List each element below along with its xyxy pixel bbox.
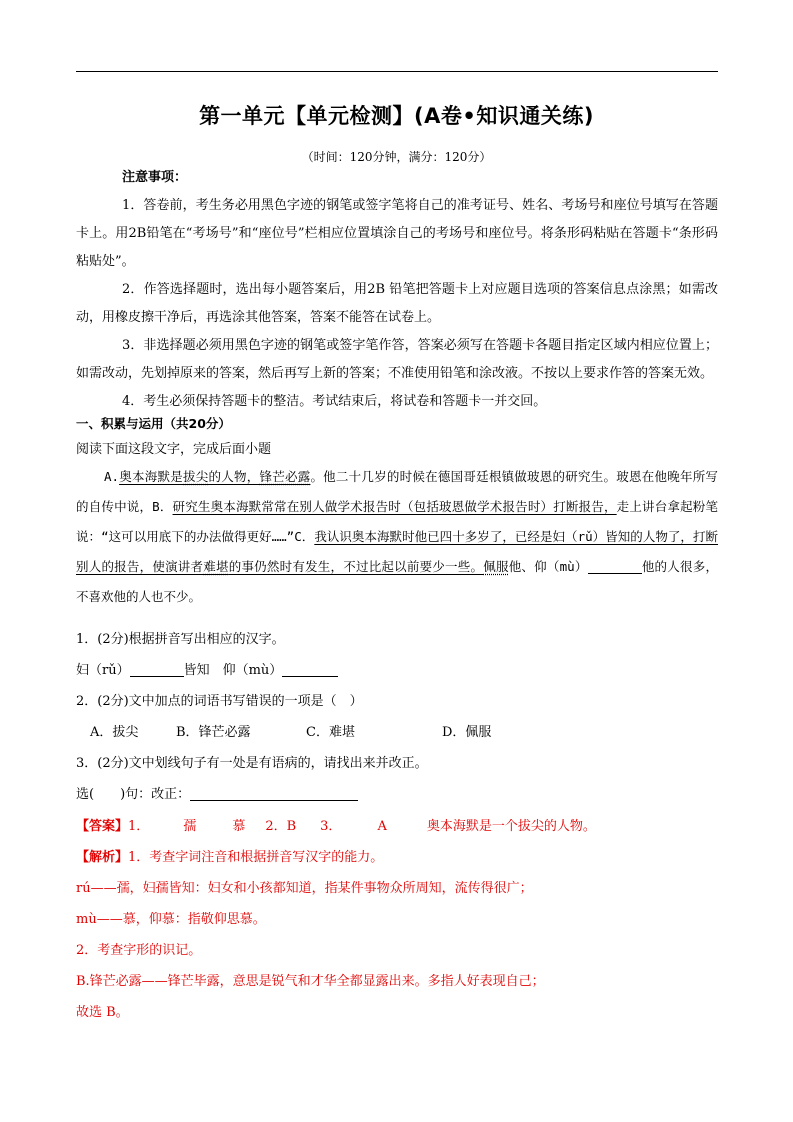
analysis-text: 1．考查字词注音和根据拼音写汉字的能力。 xyxy=(128,850,384,865)
analysis-line-6: 故选 B。 xyxy=(76,1005,129,1020)
answer-text: 2．B xyxy=(265,819,297,834)
analysis-line-2: rú——孺，妇孺皆知：妇女和小孩都知道，指某件事物众所周知，流传得很广； xyxy=(76,881,533,896)
choice-d[interactable]: D．佩服 xyxy=(442,725,492,740)
dotted-word-3: 难堪 xyxy=(203,559,229,574)
passage-label-c: C． xyxy=(294,529,315,544)
passage-sentence-b: 研究生奥本海默常常在别人做学术报告时（包括玻恩做学术报告时）打断报告， xyxy=(172,499,617,514)
note-item-4: 4．考生必须保持答题卡的整洁。考试结束后，将试卷和答题卡一并交回。 xyxy=(122,394,547,409)
passage-sentence-a xyxy=(119,469,310,484)
q3-label: 选( )句：改正： xyxy=(76,787,191,802)
note-item-1: 1．答卷前，考生务必用黑色字迹的钢笔或签字笔将自己的准考证号、姓名、考场号和座位号填写在答题卡上。用2B铅笔在“考场号”和“座位号”栏相应位置填涂自己的考场号和座位号。将条形码粘贴在答题卡“条形码粘贴处”。 xyxy=(76,198,718,269)
question-2: 2．(2分)文中加点的词语书写错误的一项是（ ） xyxy=(76,694,363,709)
exam-time-info: （时间：120分钟，满分：120分） xyxy=(301,150,492,164)
dotted-word-2: 锋芒必露 xyxy=(259,469,311,484)
question-3: 3．(2分)文中划线句子有一处是有语病的，请找出来并改正。 xyxy=(76,756,428,771)
answer-text: 孺 xyxy=(183,819,197,834)
section-intro: 阅读下面这段文字，完成后面小题 xyxy=(76,442,272,457)
question-3-answer-line xyxy=(76,779,718,810)
passage-text: 。他二十几岁的时候在德国哥廷根镇做玻恩的研究生。玻恩在他晚年所写的自传中说， xyxy=(76,469,718,514)
analysis-line-3: mù——慕，仰慕：指敬仰思慕。 xyxy=(76,912,266,927)
page-title: 第一单元【单元检测】(A卷•知识通关练) xyxy=(199,104,594,128)
passage-text: 走上讲台拿起粉笔说：“这可以用底下的办法做得更好……” xyxy=(76,499,718,544)
analysis-tag: 【解析】 xyxy=(76,850,129,865)
note-item-3: 3．非选择题必须用黑色字迹的钢笔或签字笔作答，答案必须写在答题卡各题目指定区域内相应位置上；如需改动，先划掉原来的答案，然后再写上新的答案；不准使用铅笔和涂改液。不按以上要求作答的答案无效。 xyxy=(76,338,718,381)
passage-label-b: B． xyxy=(152,499,173,514)
question-1-blanks xyxy=(76,655,718,686)
passage-text: 奥本海默是 xyxy=(119,469,184,484)
answer-text: 3． xyxy=(320,819,342,834)
answer-blank-mu-2[interactable] xyxy=(282,660,338,677)
answer-text: 慕 xyxy=(232,819,246,834)
answer-blank-ru[interactable] xyxy=(130,660,184,677)
note-item-2: 2．作答选择题时，选出每小题答案后，用2B 铅笔把答题卡上对应题目选项的答案信息点涂黑；如需改动，用橡皮擦干净后，再选涂其他答案，答案不能答在试卷上。 xyxy=(76,282,718,325)
passage-text: 他、仰（mù） xyxy=(508,559,588,574)
passage-text: 他的人很多，不喜欢他的人也不少。 xyxy=(76,559,718,604)
answer-text: 奥本海默是一个拔尖的人物。 xyxy=(426,819,596,834)
answer-text: A xyxy=(377,819,387,834)
dotted-word-1: 拔尖 xyxy=(183,469,209,484)
header-rule xyxy=(76,71,718,72)
q1-label-ru: 妇（rǔ） xyxy=(76,663,130,678)
passage-text: 的人物， xyxy=(208,469,260,484)
analysis-line-4: 2．考查字形的识记。 xyxy=(76,943,202,958)
analysis-line-1 xyxy=(76,842,718,873)
analysis-line-5: B.锋芒必露——锋芒毕露，意思是锐气和才华全都显露出来。多指人好表现自己； xyxy=(76,974,545,989)
answer-text: 1． xyxy=(128,819,150,834)
answer-blank-mu[interactable] xyxy=(588,557,642,574)
passage-label-a: A. xyxy=(104,469,120,484)
questions xyxy=(76,624,718,810)
notes-heading: 注意事项： xyxy=(122,170,188,185)
exam-notes xyxy=(76,164,718,416)
question-2-choices xyxy=(76,717,718,748)
section-heading: 一、积累与运用（共20分） xyxy=(76,416,231,431)
reading-passage xyxy=(76,462,718,612)
passage-text: 的事仍然时有发生，不过比起以前要少一些。 xyxy=(228,559,484,574)
choice-b[interactable]: B．锋芒必露 xyxy=(176,725,251,740)
choice-a[interactable]: A．拔尖 xyxy=(90,725,139,740)
answer-blank-correction[interactable] xyxy=(190,784,358,801)
dotted-word-4: 佩服 xyxy=(483,559,509,574)
passage-text: 我认识奥本海默时他已四十多岁了，已经是妇（rǔ）皆知的人物了，打断别人的报告，使演讲者 xyxy=(76,529,719,574)
q1-label-mu: 皆知 仰（mù） xyxy=(183,663,283,678)
answer-key xyxy=(76,811,718,1028)
answer-tag: 【答案】 xyxy=(76,819,129,834)
question-1: 1．(2分)根据拼音写出相应的汉字。 xyxy=(76,632,285,647)
answer-line xyxy=(76,811,718,842)
choice-c[interactable]: C．难堪 xyxy=(306,725,355,740)
